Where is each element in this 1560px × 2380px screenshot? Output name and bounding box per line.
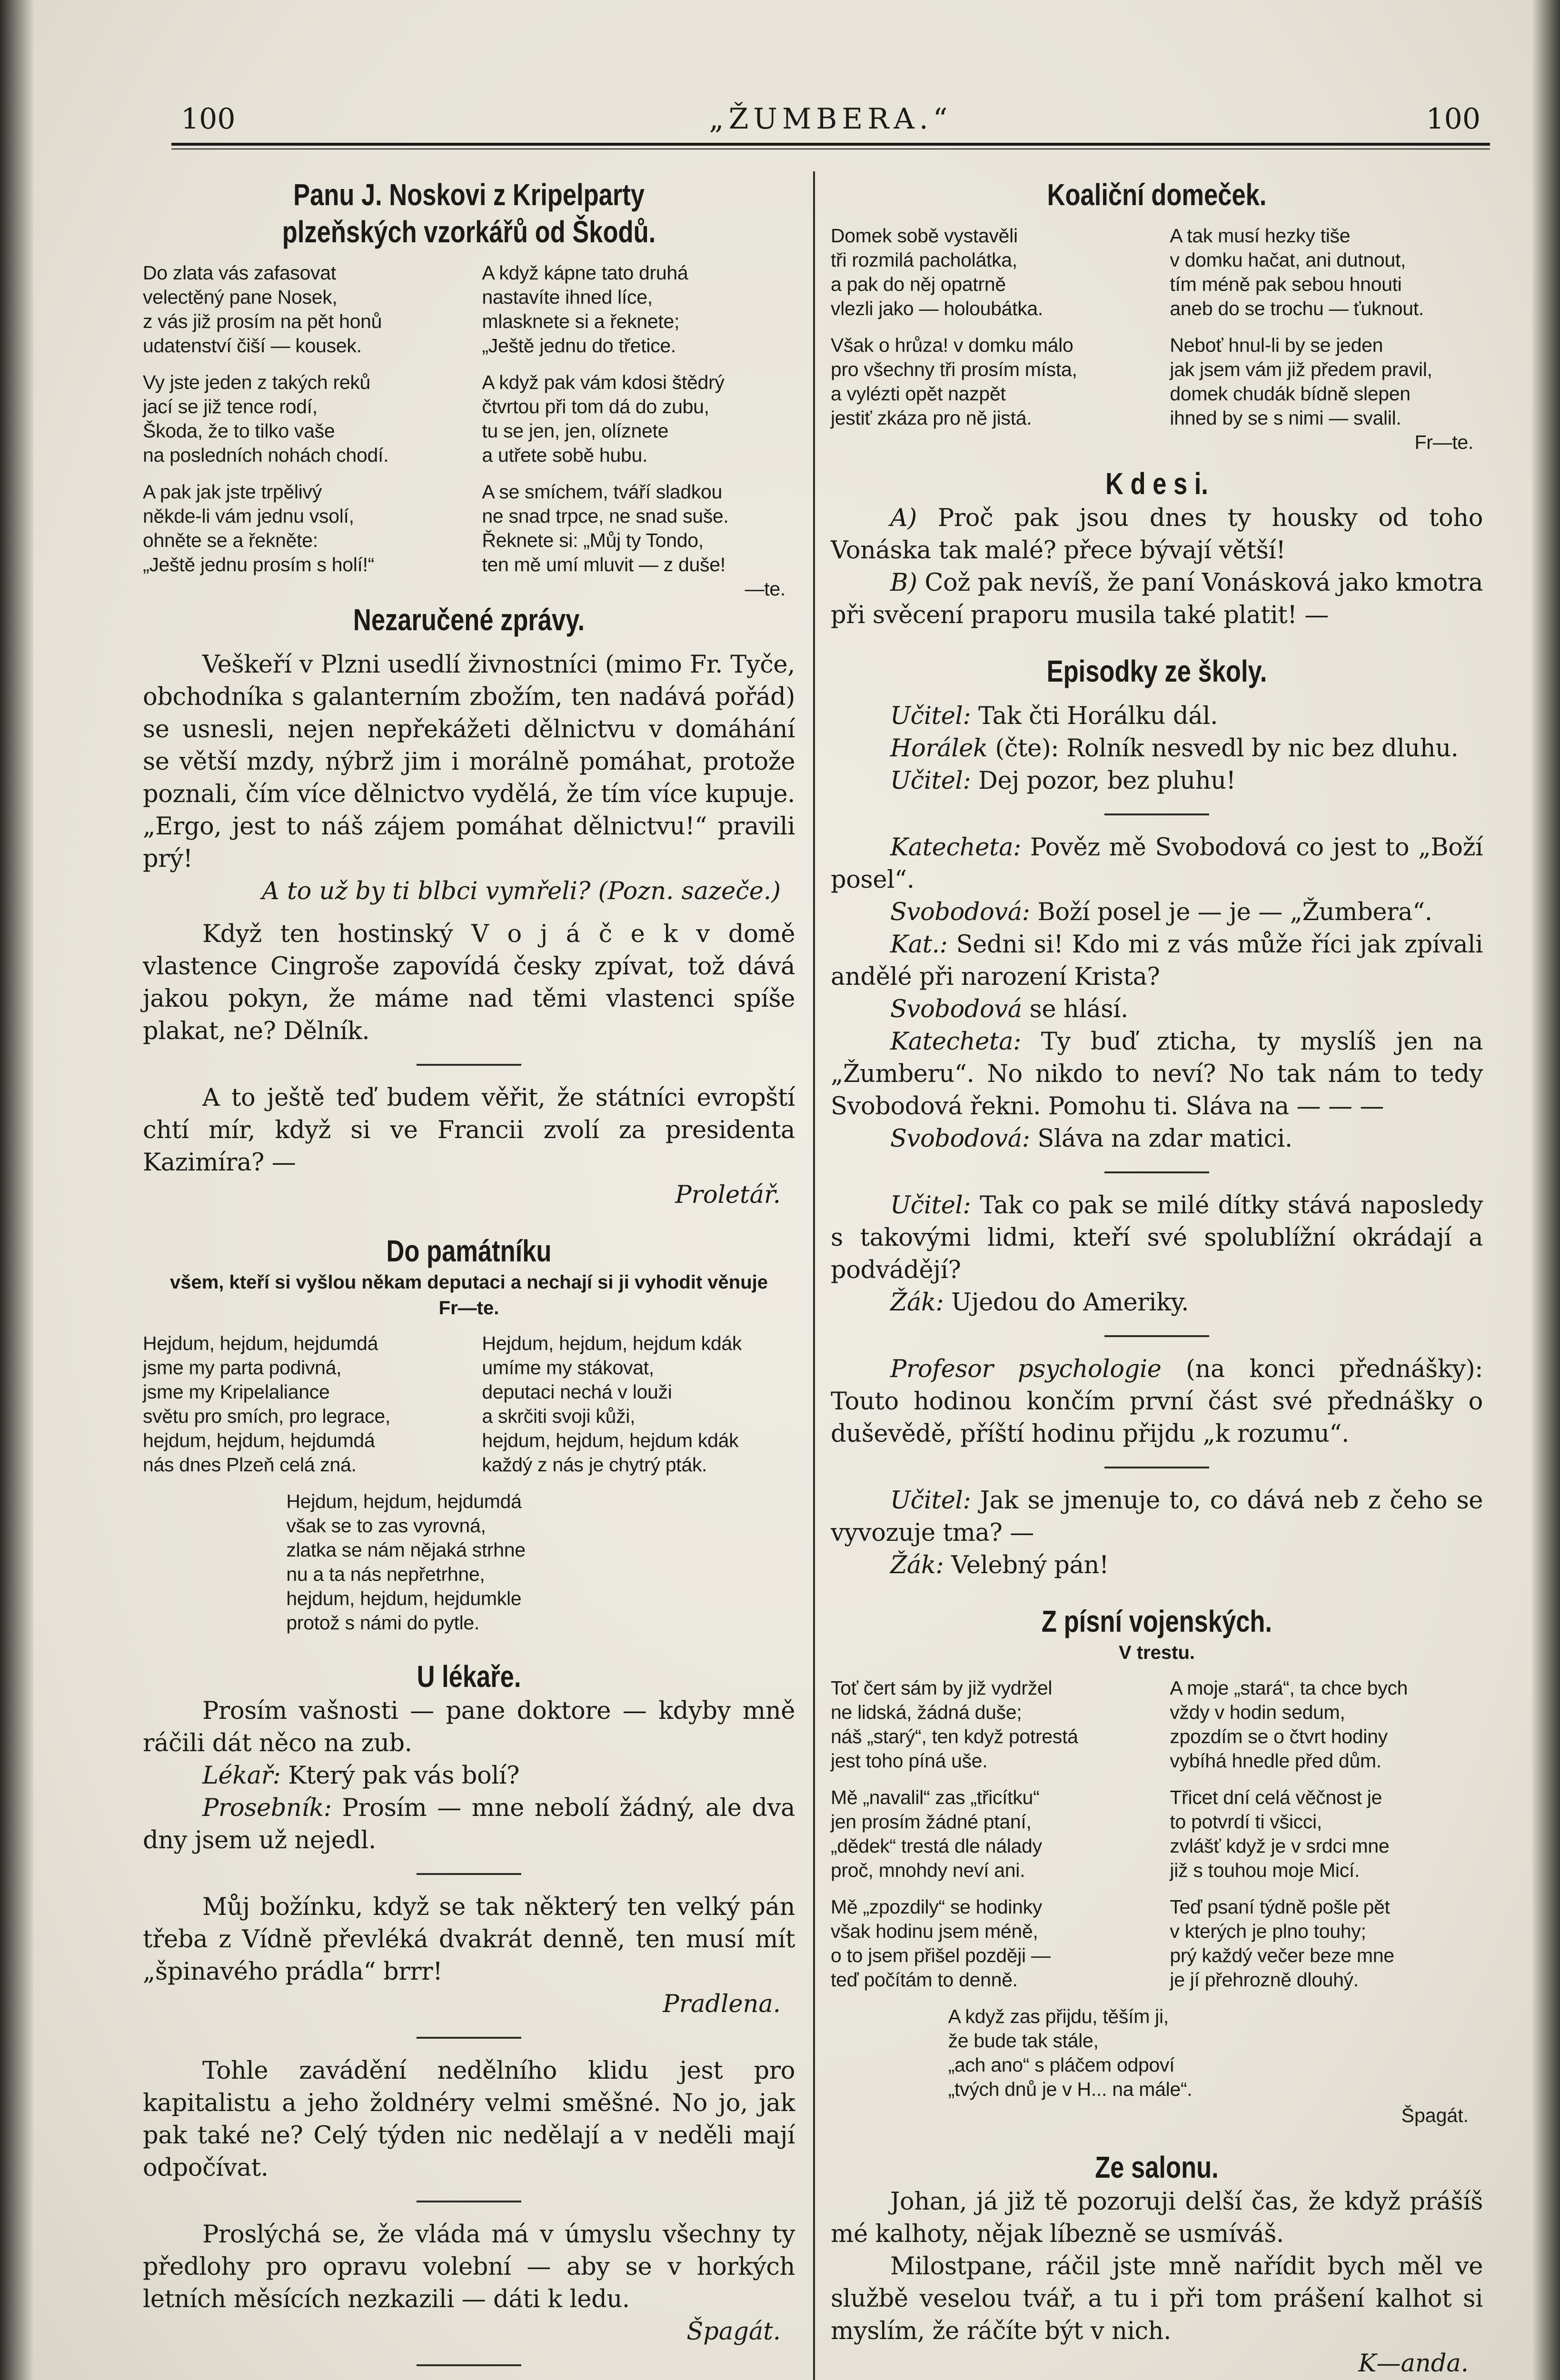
dialogue-line: Svobodová se hlásí.	[890, 995, 1128, 1023]
dialogue-line: Svobodová: Sláva na zdar matici.	[890, 1125, 1292, 1153]
paragraph: Johan, já již tě pozoruji delší čas, že když prášíš mé kalhoty, nějak líbezně se usmíváš.	[831, 2188, 1483, 2248]
stanza: A se smíchem, tváří sladkou ne snad trpce, ne snad suše. Řeknete si: „Můj ty Tondo, ten mě umí mluvit — z duše! —te.	[482, 480, 795, 601]
author-signature: Špagát.	[1401, 2104, 1469, 2126]
dialogue-line: Svobodová: Boží posel je — je — „Žumbera“.	[890, 898, 1432, 926]
separator-rule	[1104, 1467, 1209, 1468]
dialogue-line: Učitel: Tak co pak se milé dítky stává naposledy s takovými lidmi, kteří své spolublížní okrádají a podvádějí?	[831, 1191, 1483, 1284]
poem-col-a	[831, 224, 1144, 455]
stanza: Hejdum, hejdum, hejdumdá však se to zas vyrovná, zlatka se nám nějaká strhne nu a ta nás nepřetrhne, hejdum, hejdum, hejdumkle protož s námi do pytle.	[286, 1490, 526, 1634]
author-signature: K—anda.	[1358, 2350, 1469, 2378]
poem-col-a	[143, 1331, 456, 1489]
dialogue-line: Horálek (čte): Rolník nesvedl by nic bez dluhu.	[890, 734, 1459, 763]
stanza: Mě „zpozdily“ se hodinky však hodinu jsem méně, o to jsem přišel později — teď počítám to denně.	[831, 1896, 1051, 1991]
separator-rule	[417, 1064, 521, 1066]
stanza: Teď psaní týdně pošle pět v kterých je plno touhy; prý každý večer beze mne je jí přehrozně dlouhý.	[1170, 1896, 1394, 1991]
dialogue-line: Profesor psychologie (na konci přednášky): Touto hodinou končím první část své přednášky o duševědě, příští hodinu přijdu „k rozumu“.	[831, 1355, 1483, 1448]
subtitle: V trestu.	[1118, 1642, 1195, 1663]
dialogue-line: Katecheta: Ty buď zticha, ty myslíš jen na „Žumberu“. No nikdo to neví? No tak nám to tedy Svobodová řekni. Pomohu ti. Sláva na — — —	[831, 1028, 1483, 1121]
stanza: A když pak vám kdosi štědrý čtvrtou při tom dá do zubu, tu se jen, jen, olíznete a utřete sobě hubu.	[482, 371, 725, 466]
dialogue-line: Katecheta: Pověz mě Svobodová co jest to „Boží posel“.	[831, 833, 1483, 894]
article-title-koalicni: Koaliční domeček.	[1047, 178, 1267, 212]
stanza: A moje „stará“, ta chce bych vždy v hodin sedum, zpozdím se o čtvrt hodiny vybíhá hnedle před dům.	[1170, 1677, 1408, 1772]
left-column	[143, 176, 795, 2380]
poem-col-b	[1170, 1676, 1483, 2004]
stanza: Neboť hnul-li by se jeden jak jsem vám již předem pravil, domek chudák bídně slepen ihned by se s nimi — svalil. Fr—te.	[1170, 333, 1483, 455]
article-title-episodky: Episodky ze školy.	[1046, 654, 1267, 688]
dialogue-line: B) Což pak nevíš, že paní Vonásková jako kmotra při svěcení praporu musila také platit! —	[831, 569, 1483, 629]
article-title-pamatniku: Do památníku	[386, 1234, 552, 1268]
stanza: A když kápne tato druhá nastavíte ihned líce, mlasknete si a řeknete; „Ještě jednu do třetice.	[482, 262, 688, 357]
poem-vojenskych	[831, 1676, 1483, 2004]
dialogue-line: Kat.: Sedni si! Kdo mi z vás může říci jak zpívali andělé při narození Krista?	[831, 931, 1483, 991]
page-number-right: 100	[1426, 102, 1481, 136]
article-title-salonu: Ze salonu.	[1095, 2150, 1219, 2184]
stanza: Hejdum, hejdum, hejdum kdák umíme my stákovat, deputaci nechá v louži a skrčiti svoji kůži, hejdum, hejdum, hejdum kdák každý z nás je chytrý pták.	[482, 1332, 742, 1476]
stanza: Do zlata vás zafasovat velectěný pane Nosek, z vás již prosím na pět honů udatenství čiší — kousek.	[143, 262, 382, 357]
editor-note: A to už by ti blbci vymřeli? (Pozn. sazeče.)	[262, 877, 781, 905]
article-title-lekare: U lékaře.	[417, 1659, 521, 1694]
poem-noskovi-col-a	[143, 261, 456, 601]
header-rule-thick	[171, 143, 1490, 146]
author-signature: Fr—te.	[1414, 431, 1473, 453]
author-signature: Špagát.	[686, 2318, 781, 2346]
poem-noskovi	[143, 261, 795, 601]
article-title-nezarucene: Nezaručené zprávy.	[353, 603, 585, 637]
paragraph: Prosím vašnosti — pane doktore — kdyby mně ráčili dát něco na zub.	[143, 1697, 795, 1757]
column-divider	[813, 171, 815, 2380]
dialogue-line: Prosebník: Prosím — mne nebolí žádný, ale dva dny jsem už nejedl.	[143, 1794, 795, 1854]
poem-col-b	[482, 1331, 795, 1489]
article-title-noskovi: Panu J. Noskovi z Kripelparty plzeňských vzorkářů od Škodů.	[282, 178, 656, 249]
poem-koalicni	[831, 224, 1483, 455]
right-column	[831, 176, 1483, 2380]
paragraph: Milostpane, ráčil jste mně nařídit bych měl ve službě veselou tvář, a tu i při tom prášení kalhot si myslím, že ráčíte být v nich.	[831, 2252, 1483, 2345]
dialogue-line: Učitel: Tak čti Horálku dál.	[890, 702, 1218, 730]
dialogue-line: Lékař: Který pak vás bolí?	[202, 1762, 520, 1790]
stanza: A když zas přijdu, těším ji, že bude tak stále, „ach ano“ s pláčem odpoví „tvých dnů je v H... na mále“.	[948, 2005, 1192, 2100]
paragraph: Tohle zavádění nedělního klidu jest pro kapitalistu a jeho žoldnéry velmi směšné. No jo, jak pak také ne? Celý týden nic nedělají a v neděli mají odpočívat.	[143, 2057, 795, 2182]
scan-edge-right	[1531, 0, 1560, 2380]
stanza: Třicet dní celá věčnost je to potvrdí ti všicci, zvlášť když je v srdci mne již s touhou moje Micí.	[1170, 1786, 1390, 1881]
separator-rule	[1104, 813, 1209, 815]
stanza: Však o hrůza! v domku málo pro všechny tři prosím místa, a vylézti opět nazpět jestiť zkáza pro ně jistá.	[831, 334, 1077, 429]
separator-rule	[1104, 1171, 1209, 1173]
stanza: Vy jste jeden z takých reků jací se již tence rodí, Škoda, že to tilko vaše na posledních nohách chodí.	[143, 371, 389, 466]
poem-noskovi-col-b	[482, 261, 795, 601]
separator-rule	[417, 2201, 521, 2202]
page-number-left: 100	[181, 102, 236, 136]
page-header	[171, 102, 1490, 140]
paragraph: Když ten hostinský V o j á č e k v domě vlastence Cingroše zapovídá česky zpívat, tož dává jakou pokyn, že máme nad těmi vlastenci spíše plakat, ne? Dělník.	[143, 920, 795, 1045]
dedication: všem, kteří si vyšlou někam deputaci a nechají si ji vyhodit věnuje Fr—te.	[169, 1272, 768, 1319]
separator-rule	[417, 2037, 521, 2039]
author-signature: Pradlena.	[663, 1990, 781, 2018]
stanza: A tak musí hezky tiše v domku hačat, ani dutnout, tím méně pak sebou hnouti aneb do se trochu — ťuknout.	[1170, 225, 1424, 319]
dialogue-line: A) Proč pak jsou dnes ty housky od toho Vonáska tak malé? přece bývají větší!	[831, 504, 1483, 565]
stanza: Toť čert sám by již vydržel ne lidská, žádná duše; náš „starý“, ten když potrestá jest toho píná uše.	[831, 1677, 1078, 1772]
dialogue-line: Žák: Velebný pán!	[890, 1551, 1109, 1579]
stanza: Domek sobě vystavěli tři rozmilá pacholátka, a pak do něj opatrně vlezli jako — holoubátka.	[831, 225, 1043, 319]
separator-rule	[417, 1873, 521, 1875]
dialogue-line: Učitel: Dej pozor, bez pluhu!	[890, 767, 1236, 795]
stanza: Mě „navalil“ zas „třicítku“ jen prosím žádné ptaní, „dědek“ trestá dle nálady proč, mnohdy neví ani.	[831, 1786, 1042, 1881]
masthead-title: „ŽUMBERA.“	[709, 102, 953, 136]
poem-col-b	[1170, 224, 1483, 455]
author-signature: —te.	[745, 578, 785, 600]
dialogue-line: Žák: Ujedou do Ameriky.	[890, 1289, 1189, 1317]
stanza: Hejdum, hejdum, hejdumdá jsme my partа podivná, jsme my Kripelaliance světu pro smích, pro legrace, hejdum, hejdum, hejdumdá nás dnes Plzeň celá zná.	[143, 1332, 390, 1476]
poem-pamatniku	[143, 1331, 795, 1489]
paragraph: Veškeří v Plzni usedlí živnostníci (mimo Fr. Tyče, obchodníka s galanterním zbožím, ten nadává pořád) se usnesli, nejen nepřekážeti dělnictvu v domáhání se větší mzdy, nýbrž jim i morálně pomáhat, protože poznali, čím více dělnictvo vydělá, že tím více kupuje. „Ergo, jest to náš zájem pomáhat dělnictvu!“ pravili prý!	[143, 651, 795, 873]
separator-rule	[1104, 1335, 1209, 1337]
separator-rule	[417, 2364, 521, 2366]
paragraph: A to ještě teď budem věřit, že státníci evropští chtí mír, když si ve Francii zvolí za presidenta Kazimíra? —	[143, 1084, 795, 1177]
dialogue-line: Učitel: Jak se jmenuje to, co dává neb z čeho se vyvozuje tma? —	[831, 1487, 1483, 1547]
author-signature: Proletář.	[675, 1181, 781, 1209]
article-title-kdesi: K d e s i.	[1105, 466, 1208, 501]
paragraph: Můj božínku, když se tak některý ten velký pán třeba z Vídně převléká dvakrát denně, ten musí mít „špinavého prádla“ brrr!	[143, 1893, 795, 1986]
poem-col-a	[831, 1676, 1144, 2004]
paragraph: Proslýchá se, že vláda má v úmyslu všechny ty předlohy pro opravu volební — aby se v horkých letních měsících nezkazili — dáti k ledu.	[143, 2221, 795, 2313]
scan-edge-left	[0, 0, 33, 2380]
stanza: A pak jak jste trpělivý někde-li vám jednu vsolí, ohněte se a řekněte: „Ještě jednu prosím s holí!“	[143, 481, 375, 575]
article-title-vojenskych: Z písní vojenských.	[1041, 1604, 1272, 1638]
